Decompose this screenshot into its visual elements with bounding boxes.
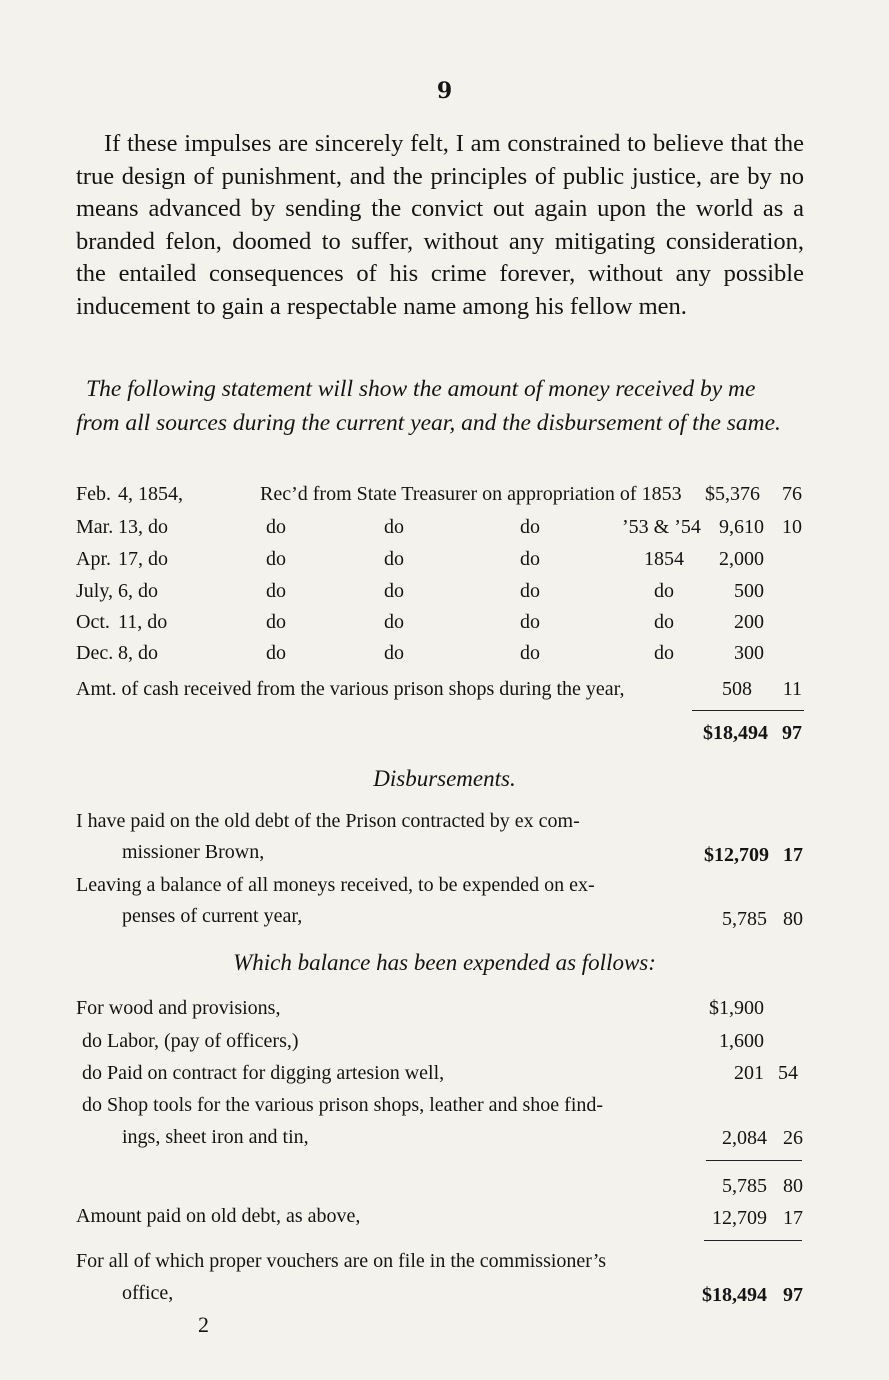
receipt-row (76, 483, 806, 513)
disb1-dollars: $12,709 (704, 844, 769, 866)
receipt-c4: do (654, 580, 674, 602)
receipt-c3: do (520, 548, 540, 570)
receipt-date: Oct. (76, 611, 110, 633)
receipts-total-dollars: $18,494 (703, 722, 768, 744)
receipt-c4: do (654, 642, 674, 664)
shops-row (76, 678, 806, 708)
receipt-dollars: 2,000 (719, 548, 764, 570)
signature-mark: 2 (198, 1312, 209, 1337)
receipt-c2: do (384, 516, 404, 538)
old-debt-label: Amount paid on old debt, as above, (76, 1205, 361, 1227)
receipt-dollars: 9,610 (719, 516, 764, 538)
receipt-c2: do (384, 548, 404, 570)
expense-row (76, 1030, 806, 1060)
disb1-line1: I have paid on the old debt of the Prison contracted by ex com- (76, 810, 580, 832)
shops-cents: 11 (782, 678, 802, 700)
receipt-day: 17, do (118, 548, 168, 570)
tools-line2: ings, sheet iron and tin, (122, 1126, 309, 1148)
disb2-line1: Leaving a balance of all moneys received, to be expended on ex- (76, 874, 595, 896)
receipt-c1: do (266, 548, 286, 570)
receipts-total-row (76, 722, 806, 752)
expense-row (76, 997, 806, 1027)
disb2-line2: penses of current year, (122, 905, 303, 927)
receipt-row (76, 516, 806, 546)
receipt-c2: do (384, 580, 404, 602)
expense-label: do Paid on contract for digging artesion well, (82, 1062, 445, 1084)
receipt-row (76, 642, 806, 672)
receipt-c2: do (384, 642, 404, 664)
receipts-total-cents: 97 (782, 722, 802, 744)
subtotal-rule (706, 1160, 802, 1161)
vouchers-dollars: $18,494 (702, 1284, 767, 1306)
final-rule (704, 1240, 802, 1241)
expense-dollars: 201 (734, 1062, 764, 1084)
receipt-cents: 76 (782, 483, 802, 505)
receipt-day: 6, do (118, 580, 158, 602)
receipt-c1: do (266, 516, 286, 538)
shops-dollars: 508 (722, 678, 752, 700)
receipt-cents: 10 (782, 516, 802, 538)
disb2-cents: 80 (783, 908, 803, 930)
body-paragraph: If these impulses are sincerely felt, I am constrained to believe that the true design of punishment, and the principles of public justice, are by no means advanced by sending the convict out again upon the world as a branded felon, doomed to suffer, without any mitigating consideration, the entailed consequences of his crime forever, without any possible inducement to gain a respectable name among his fellow men. (76, 130, 804, 320)
balance-heading: Which balance has been expended as follows: (233, 950, 656, 975)
disb1-line2: missioner Brown, (122, 841, 265, 863)
receipt-date: July, (76, 580, 114, 602)
receipt-c3: do (520, 516, 540, 538)
expense-dollars: 1,600 (719, 1030, 764, 1052)
total-rule (692, 710, 804, 711)
receipt-row (76, 611, 806, 641)
receipt-c3: do (520, 580, 540, 602)
receipt-day: 13, do (118, 516, 168, 538)
vouchers-line2: office, (122, 1282, 174, 1304)
vouchers-cents: 97 (783, 1284, 803, 1306)
receipt-row (76, 580, 806, 610)
expense-row (76, 1062, 806, 1092)
receipt-date: Apr. (76, 548, 111, 570)
expense-dollars: $1,900 (709, 997, 764, 1019)
receipt-c4: do (654, 611, 674, 633)
disbursements-heading: Disbursements. (373, 766, 516, 791)
receipt-day: 8, do (118, 642, 158, 664)
receipt-c3: do (520, 611, 540, 633)
expense-label: For wood and provisions, (76, 997, 281, 1019)
receipt-date: Mar. (76, 516, 114, 538)
receipt-c1: do (266, 580, 286, 602)
receipt-c2: do (384, 611, 404, 633)
receipt-c4: 1854 (644, 548, 684, 570)
expense-cents: 54 (778, 1062, 798, 1084)
tools-dollars: 2,084 (722, 1127, 767, 1149)
tools-cents: 26 (783, 1127, 803, 1149)
receipt-dollars: $5,376 (705, 483, 760, 505)
receipt-c1: Rec’d from State Treasurer on appropriation of 1853 (260, 483, 682, 505)
receipt-date: Feb. (76, 483, 111, 505)
expense-label: do Labor, (pay of officers,) (82, 1030, 299, 1052)
disb2-dollars: 5,785 (722, 908, 767, 930)
statement-intro: The following statement will show the amount of money received by me from all sources during the current year, and the disbursement of the same. (76, 376, 781, 436)
receipt-c3: do (520, 642, 540, 664)
receipt-day: 4, 1854, (118, 483, 183, 505)
old-debt-dollars: 12,709 (712, 1207, 767, 1229)
receipt-date: Dec. (76, 642, 114, 664)
vouchers-line1: For all of which proper vouchers are on file in the commissioner’s (76, 1250, 607, 1272)
receipt-c4: ’53 & ’54 (622, 516, 701, 538)
shops-label: Amt. of cash received from the various prison shops during the year, (76, 678, 625, 700)
tools-line1: do Shop tools for the various prison shops, leather and shoe find- (82, 1094, 604, 1116)
receipt-dollars: 300 (734, 642, 764, 664)
old-debt-cents: 17 (783, 1207, 803, 1229)
receipt-row (76, 548, 806, 578)
receipt-c1: do (266, 642, 286, 664)
receipt-dollars: 200 (734, 611, 764, 633)
receipt-dollars: 500 (734, 580, 764, 602)
receipt-c1: do (266, 611, 286, 633)
subtotal-cents: 80 (783, 1175, 803, 1197)
disb1-cents: 17 (783, 844, 803, 866)
receipt-day: 11, do (118, 611, 168, 633)
page-number: 9 (436, 78, 453, 104)
subtotal-dollars: 5,785 (722, 1175, 767, 1197)
